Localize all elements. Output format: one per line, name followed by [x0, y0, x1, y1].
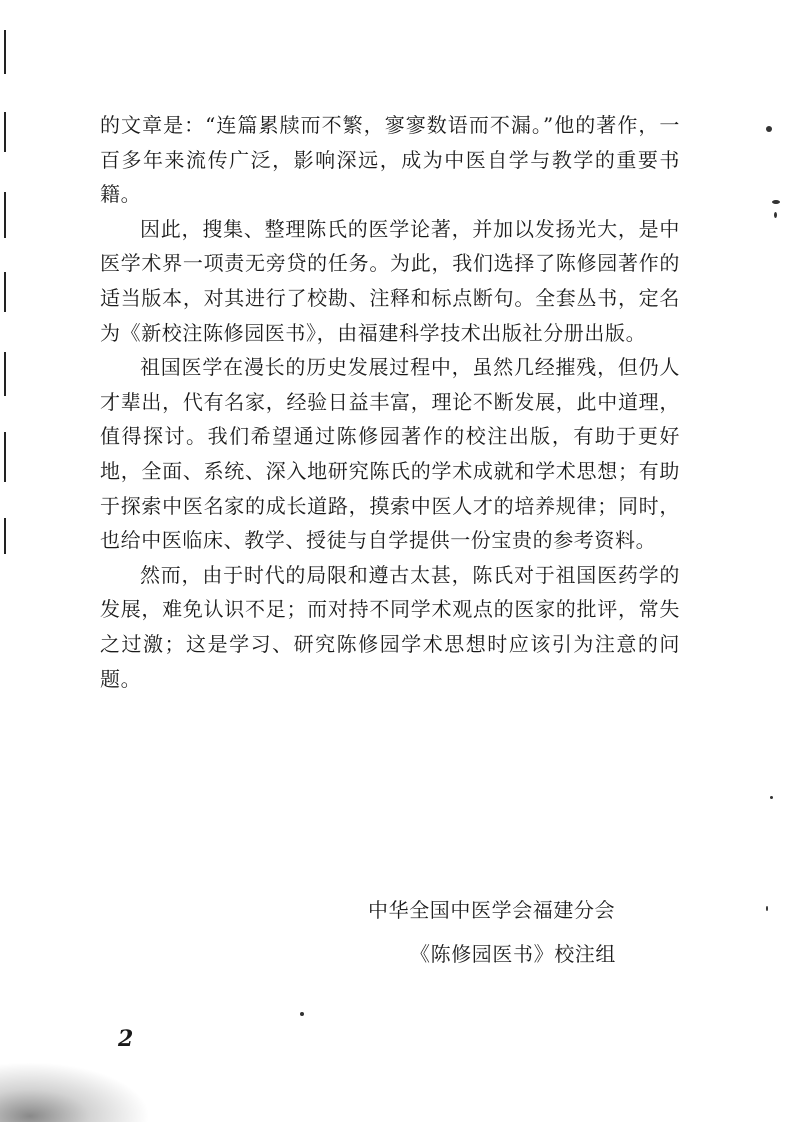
scan-binding-mark	[4, 112, 6, 152]
scan-binding-mark	[4, 30, 6, 74]
scan-smudge	[0, 1062, 150, 1122]
scan-speck	[774, 212, 777, 218]
scan-binding-mark	[4, 272, 6, 312]
scan-binding-mark	[4, 432, 6, 482]
scan-binding-mark	[4, 518, 6, 554]
paragraph: 然而，由于时代的局限和遵古太甚，陈氏对于祖国医药学的发展，难免认识不足；而对持不同学术观点的医家的批评，常失之过激；这是学习、研究陈修园学术思想时应该引为注意的问题。	[100, 562, 680, 691]
signature-group: 《陈修园医书》校注组	[410, 942, 616, 966]
body-text	[100, 108, 680, 696]
scan-speck	[766, 906, 768, 911]
signature-organization: 中华全国中医学会福建分会	[368, 898, 616, 922]
scan-speck	[300, 1012, 304, 1016]
scan-speck	[772, 200, 780, 204]
paragraph: 因此，搜集、整理陈氏的医学论著，并加以发扬光大，是中医学术界一项责无旁贷的任务。为此，我们选择了陈修园著作的适当版本，对其进行了校勘、注释和标点断句。全套丛书，定名为《新校注陈修园医书》，由福建科学技术出版社分册出版。	[100, 216, 680, 345]
paragraph: 的文章是：“连篇累牍而不繁，寥寥数语而不漏。”他的著作，一百多年来流传广泛，影响深远，成为中医自学与教学的重要书籍。	[100, 113, 680, 207]
scan-binding-mark	[4, 352, 6, 396]
scan-speck	[766, 126, 772, 132]
signature-block	[360, 888, 660, 976]
paragraph: 祖国医学在漫长的历史发展过程中，虽然几经摧残，但仍人才辈出，代有名家，经验日益丰富，理论不断发展，此中道理，值得探讨。我们希望通过陈修园著作的校注出版，有助于更好地，全面、系统、深入地研究陈氏的学术成就和学术思想；有助于探索中医名家的成长道路，摸索中医人才的培养规律；同时，也给中医临床、教学、授徒与自学提供一份宝贵的参考资料。	[100, 355, 680, 553]
scan-binding-mark	[4, 192, 6, 238]
page-number: 2	[118, 1026, 134, 1052]
scan-speck	[770, 796, 773, 799]
